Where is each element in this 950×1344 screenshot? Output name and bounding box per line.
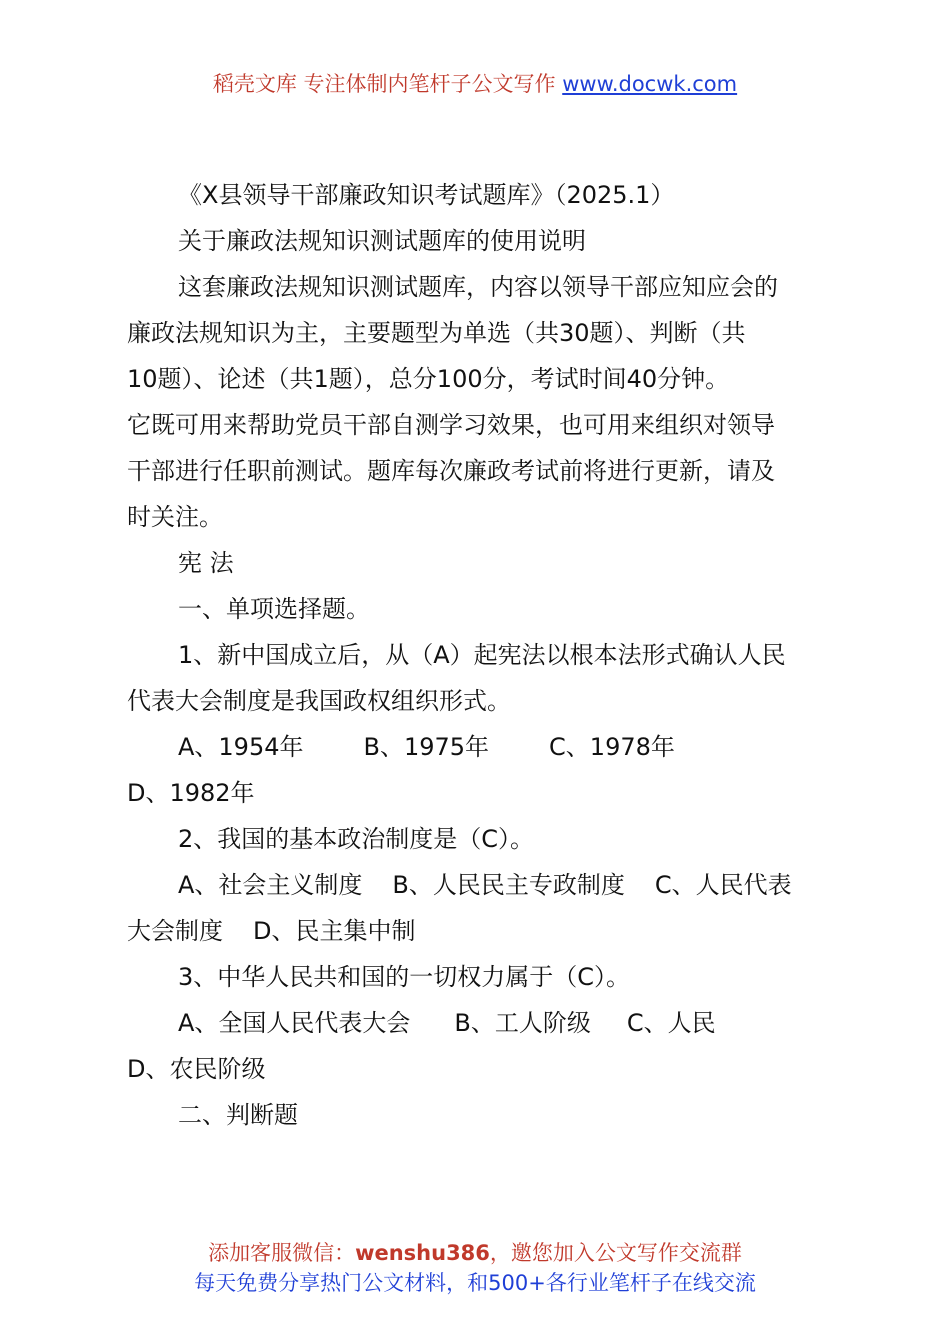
option-d: D、民主集中制 xyxy=(253,917,416,945)
question-3-stem: 3、中华人民共和国的一切权力属于（C）。 xyxy=(178,963,631,991)
section-heading: 宪 法 xyxy=(178,549,234,577)
question-1-stem-cont: 代表大会制度是我国政权组织形式。 xyxy=(127,687,511,715)
option-a: A、社会主义制度 xyxy=(178,871,363,899)
document-body xyxy=(127,172,827,1138)
option-b: B、人民民主专政制度 xyxy=(392,871,625,899)
option-a: A、1954年 xyxy=(178,733,304,761)
intro-line: 时关注。 xyxy=(127,503,223,531)
wechat-id: wenshu386 xyxy=(355,1241,490,1265)
intro-line: 廉政法规知识为主，主要题型为单选（共30题）、判断（共 xyxy=(127,319,746,347)
footer-prefix: 添加客服微信： xyxy=(208,1241,356,1265)
footer-line-2: 每天免费分享热门公文材料，和500+各行业笔杆子在线交流 xyxy=(194,1271,756,1295)
footer-suffix: ，邀您加入公文写作交流群 xyxy=(489,1241,742,1265)
option-c: C、1978年 xyxy=(549,733,675,761)
footer-line-1 xyxy=(0,1238,950,1268)
question-3-options xyxy=(127,1000,827,1046)
question-1-option-d: D、1982年 xyxy=(127,779,255,807)
page-footer xyxy=(0,1238,950,1298)
option-a: A、全国人民代表大会 xyxy=(178,1009,411,1037)
header-link[interactable]: www.docwk.com xyxy=(562,72,738,96)
option-b: B、工人阶级 xyxy=(454,1009,591,1037)
header-text: 稻壳文库 专注体制内笔杆子公文写作 xyxy=(212,72,563,96)
intro-line: 它既可用来帮助党员干部自测学习效果，也可用来组织对领导 xyxy=(127,411,775,439)
question-2-stem: 2、我国的基本政治制度是（C）。 xyxy=(178,825,535,853)
question-1-options xyxy=(127,724,827,770)
question-1-stem: 1、新中国成立后，从（A）起宪法以根本法形式确认人民 xyxy=(178,641,786,669)
intro-line: 干部进行任职前测试。题库每次廉政考试前将进行更新，请及 xyxy=(127,457,775,485)
question-2-options xyxy=(127,862,827,908)
intro-line: 这套廉政法规知识测试题库，内容以领导干部应知应会的 xyxy=(178,273,778,301)
page-header xyxy=(0,66,950,102)
part-heading-true-false: 二、判断题 xyxy=(178,1101,298,1129)
option-c: C、人民代表 xyxy=(654,871,792,899)
option-c: C、人民 xyxy=(626,1009,716,1037)
option-b: B、1975年 xyxy=(363,733,490,761)
part-heading-single-choice: 一、单项选择题。 xyxy=(178,595,370,623)
document-title: 《X县领导干部廉政知识考试题库》（2025.1） xyxy=(178,181,675,209)
question-2-options-cont xyxy=(127,908,827,954)
question-3-option-d: D、农民阶级 xyxy=(127,1055,266,1083)
intro-line: 10题）、论述（共1题），总分100分，考试时间40分钟。 xyxy=(127,365,730,393)
option-c-cont: 大会制度 xyxy=(127,917,223,945)
document-subtitle: 关于廉政法规知识测试题库的使用说明 xyxy=(178,227,586,255)
